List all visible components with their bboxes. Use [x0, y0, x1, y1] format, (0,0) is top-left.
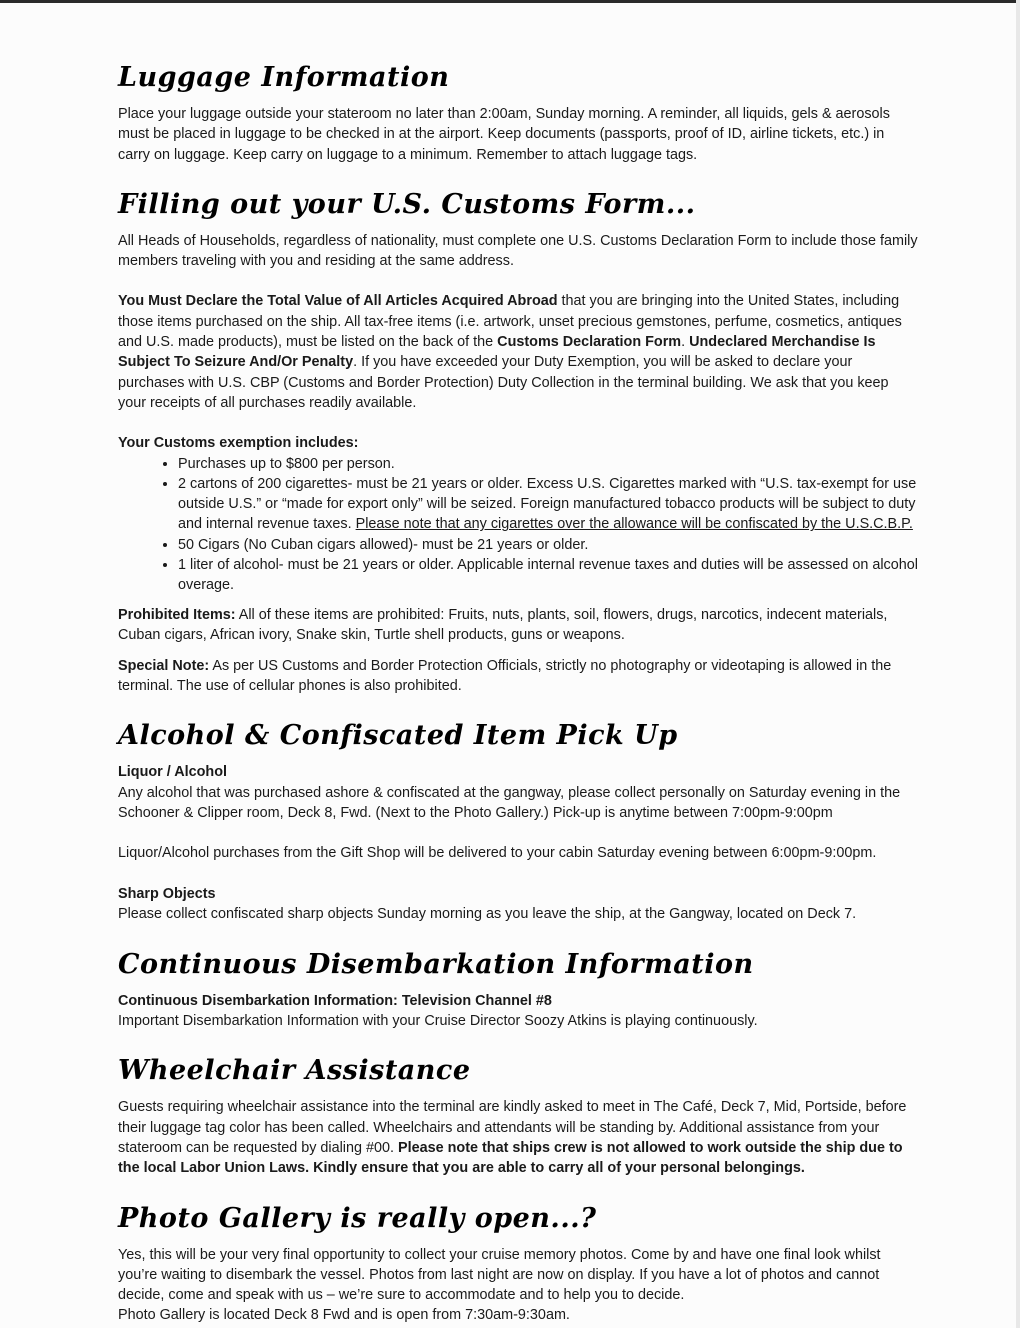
photo-text: Yes, this will be your very final opportunity to collect your cruise memory photos. Come by and have one final look whilst you’re waiting to disembark the vessel. Photos from last night are now on display. If you have a lot of photos and cannot decide, come and speak with us – we’re sure to accommodate and to help you to decide. — [118, 1246, 881, 1304]
scan-top-edge — [0, 0, 1020, 3]
scan-right-edge — [1016, 0, 1020, 1328]
prohibited-paragraph — [118, 605, 920, 646]
liquor-heading: Liquor / Alcohol — [118, 764, 227, 781]
alcohol-heading: Alcohol & Confiscated Item Pick Up — [118, 720, 678, 752]
prohibited-text: All of these items are prohibited: Fruits, nuts, plants, soil, flowers, drugs, narcotics, indecent materials, Cuban cigars, African ivory, Snake skin, Turtle shell products, guns or weapons. — [118, 607, 888, 644]
wheelchair-bold: Please note that ships crew is not allowed to work outside the ship due to the local Labor Union Laws. Kindly ensure that you are able to carry all of your personal belongings. — [118, 1139, 903, 1177]
luggage-section — [118, 58, 920, 165]
disembark-sub-heading: Continuous Disembarkation Information: Television Channel #8 — [118, 992, 552, 1009]
special-note-paragraph — [118, 656, 920, 697]
alcohol-section — [118, 716, 920, 924]
undeclared-bold: Undeclared Merchandise Is Subject To Seizure And/Or Penalty — [118, 334, 876, 371]
customs-intro: All Heads of Households, regardless of nationality, must complete one U.S. Customs Declaration Form to include those family members traveling with you and residing at the same address. — [118, 232, 918, 270]
undeclared-text: . If you have exceeded your Duty Exemption, you will be asked to declare your purchases with U.S. CBP (Customs and Border Protection) Duty Collection in the terminal building. We ask that you keep your receipts of all purchases readily available. — [118, 354, 889, 411]
disembark-section — [118, 945, 920, 1032]
wheelchair-heading: Wheelchair Assistance — [118, 1055, 471, 1087]
customs-section — [118, 185, 920, 696]
disembark-heading: Continuous Disembarkation Information — [118, 948, 754, 980]
special-note-label: Special Note: — [118, 657, 210, 674]
sharp-objects-text: Please collect confiscated sharp objects Sunday morning as you leave the ship, at the Gangway, located on Deck 7. — [118, 906, 857, 923]
prohibited-label: Prohibited Items: — [118, 607, 236, 624]
photo-heading: Photo Gallery is really open...? — [118, 1202, 597, 1234]
customs-form-bold: Customs Declaration Form — [497, 334, 682, 351]
liquor-text: Any alcohol that was purchased ashore & confiscated at the gangway, please collect personally on Saturday evening in the Schooner & Clipper room, Deck 8, Fwd. (Next to the Photo Gallery.) Pick-up is anytime between 7:00pm-9:00pm — [118, 784, 901, 822]
exemption-heading: Your Customs exemption includes: — [118, 435, 359, 452]
list-item — [178, 474, 920, 535]
declare-bold: You Must Declare the Total Value of All Articles Acquired Abroad — [118, 293, 558, 310]
exemption-2-underlined: Please note that any cigarettes over the allowance will be confiscated by the U.S.C.B.P. — [355, 516, 913, 533]
wheelchair-section — [118, 1051, 920, 1178]
customs-heading: Filling out your U.S. Customs Form... — [118, 188, 696, 220]
exemption-2-text: 2 cartons of 200 cigarettes- must be 21 years or older. Excess U.S. Cigarettes marked with “U.S. tax-exempt for use outside U.S.” or “made for export only” will be seized. Foreign manufactured tobacco products will be subject to duty and internal revenue taxes. — [178, 475, 917, 533]
photo-section — [118, 1199, 920, 1326]
list-item: • 1 liter of alcohol- must be 21 years or older. Applicable internal revenue taxes and duties will be assessed on alcohol overage. — [178, 555, 920, 595]
customs-declare-paragraph — [118, 291, 920, 413]
disembark-text: Important Disembarkation Information with your Cruise Director Soozy Atkins is playing continuously. — [118, 1013, 758, 1030]
luggage-heading: Luggage Information — [118, 62, 450, 93]
giftshop-text: Liquor/Alcohol purchases from the Gift Shop will be delivered to your cabin Saturday evening between 6:00pm-9:00pm. — [118, 845, 877, 862]
exemption-list — [118, 454, 920, 595]
period: . — [681, 334, 686, 351]
list-item: • 50 Cigars (No Cuban cigars allowed)- must be 21 years or older. — [178, 535, 920, 555]
special-note-text: As per US Customs and Border Protection Officials, strictly no photography or videotaping is allowed in the terminal. The use of cellular phones is also prohibited. — [118, 657, 892, 695]
photo-location: Photo Gallery is located Deck 8 Fwd and is open from 7:30am-9:30am. — [118, 1307, 570, 1324]
list-item: • Purchases up to $800 per person. — [178, 454, 920, 474]
luggage-body: Place your luggage outside your stateroom no later than 2:00am, Sunday morning. A reminder, all liquids, gels & aerosols must be placed in luggage to be checked in at the airport. Keep documents (passports, proof of ID, airline tickets, etc.) in carry on luggage. Keep carry on luggage to a minimum. Remember to attach luggage tags. — [118, 106, 890, 163]
declare-text: that you are bringing into the United States, including those items purchased on the ship. All tax-free items (i.e. artwork, unset precious gemstones, perfume, cosmetics, antiques and U.S. made products), must be listed on the back of the — [118, 293, 902, 351]
wheelchair-text: Guests requiring wheelchair assistance into the terminal are kindly asked to meet in The Café, Deck 7, Mid, Portside, before their luggage tag color has been called. Wheelchairs and attendants will be standing by. Additional assistance from your stateroom can be requested by dialing #00. — [118, 1099, 907, 1156]
sharp-objects-heading: Sharp Objects — [118, 885, 216, 902]
wheelchair-paragraph — [118, 1097, 920, 1178]
